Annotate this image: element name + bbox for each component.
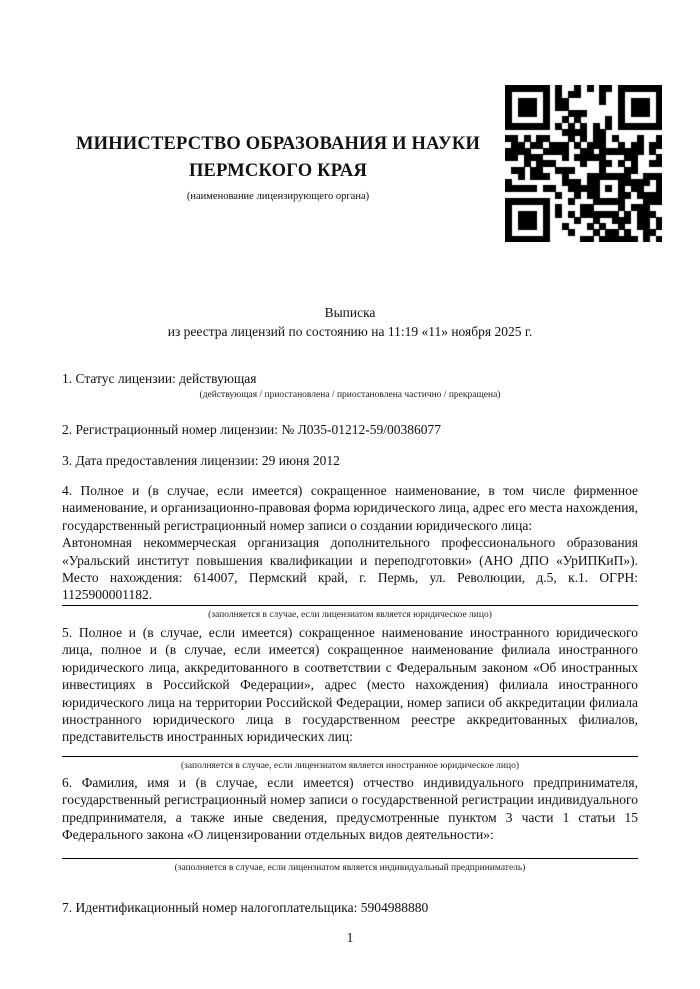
field-individual-entrepreneur — [62, 774, 638, 874]
entrepreneur-label: 6. Фамилия, имя и (в случае, если имеется) отчество индивидуального предпринимателя, государственный регистрационный номер записи о государственной регистрации индивидуального предпринимателя, а также иные сведения, предусмотренные пунктом 3 части 1 статьи 15 Федерального закона «О лицензировании отдельных видов деятельности»: — [62, 775, 638, 843]
field-license-status — [62, 370, 638, 401]
document-title — [62, 304, 638, 341]
legal-entity-value: Автономная некоммерческая организация дополнительного профессионального образования «Уральский институт повышения квалификации и переподготовки» (АНО ДПО «УрИПКиП»). Место нахождения: 614007, Пермский край, г. Пермь, ул. Революции, д.5, к.1. ОГРН: 1125900001182. — [62, 534, 638, 606]
qr-code — [505, 85, 662, 242]
legal-entity-label: 4. Полное и (в случае, если имеется) сокращенное наименование, в том числе фирменное наименование, и организационно-правовая форма юридического лица, адрес его места нахождения, государственный регистрационный номер записи о создании юридического лица: — [62, 483, 638, 533]
license-status-text: 1. Статус лицензии: действующая — [62, 371, 257, 386]
field-legal-entity — [62, 482, 638, 621]
document-title-line2: из реестра лицензий по состоянию на 11:19 «11» ноября 2025 г. — [167, 323, 533, 339]
field-registration-number: 2. Регистрационный номер лицензии: № Л035-01212-59/00386077 — [62, 422, 442, 437]
licensing-authority-caption: (наименование лицензирующего органа) — [186, 191, 370, 202]
field-foreign-entity — [62, 624, 638, 772]
foreign-entity-blank-value — [62, 746, 638, 757]
legal-entity-caption: (заполняется в случае, если лицензиатом является юридическое лицо) — [208, 609, 492, 620]
document-title-line1: Выписка — [324, 305, 376, 320]
license-status-caption: (действующая / приостановлена / приостановлена частично / прекращена) — [199, 390, 501, 401]
entrepreneur-blank-value — [62, 844, 638, 859]
foreign-entity-caption: (заполняется в случае, если лицензиатом является иностранное юридическое лицо) — [181, 760, 519, 771]
foreign-entity-label: 5. Полное и (в случае, если имеется) сокращенное наименование иностранного юридического лица, полное и (в случае, если имеется) сокращенное наименование филиала иностранного юридического лица, аккредитованного в соответствии с Федеральным законом «Об иностранных инвестициях в Российской Федерации», адрес (место нахождения) филиала иностранного юридического лица на территории Российской Федерации, номер записи об аккредитации филиала иностранного юридического лица в государственном реестре аккредитованных филиалов, представительств иностранных юридических лиц: — [62, 625, 638, 745]
field-taxpayer-id: 7. Идентификационный номер налогоплательщика: 5904988880 — [62, 900, 429, 915]
licensing-authority-header — [62, 131, 494, 203]
page-number: 1 — [346, 930, 354, 945]
field-grant-date: 3. Дата предоставления лицензии: 29 июня 2012 — [62, 453, 340, 468]
ministry-name-line2: ПЕРМСКОГО КРАЯ — [188, 161, 368, 181]
ministry-name-line1: МИНИСТЕРСТВО ОБРАЗОВАНИЯ И НАУКИ — [75, 134, 481, 154]
entrepreneur-caption: (заполняется в случае, если лицензиатом является индивидуальный предприниматель) — [174, 862, 526, 873]
